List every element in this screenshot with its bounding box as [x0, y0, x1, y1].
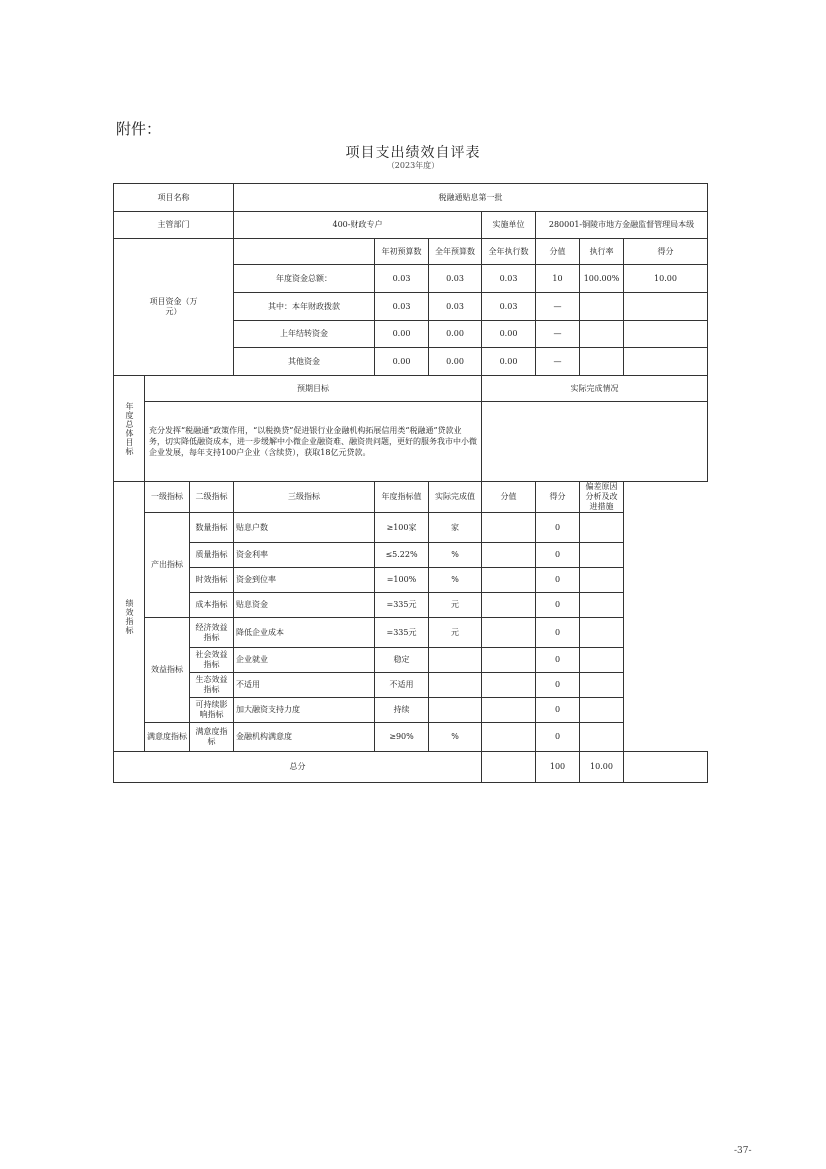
ind-header-reason: 偏差原因分析及改进措施	[580, 482, 624, 513]
funds-row-exec: 0.00	[482, 321, 536, 348]
ind-target: =335元	[375, 593, 429, 618]
funds-row-score-value: 10	[536, 265, 580, 293]
total-score: 10.00	[580, 752, 624, 783]
project-name-value: 税融通贴息第一批	[234, 184, 708, 212]
ind-target: ≥100家	[375, 513, 429, 543]
ind-level2: 生态效益指标	[190, 673, 234, 698]
ind-level3: 贴息资金	[234, 593, 375, 618]
funds-row-init: 0.00	[375, 348, 429, 376]
ind-score-value	[482, 723, 536, 752]
goals-expected-text: 充分发挥“税融通”政策作用，“以税换贷”促进银行业金融机构拓展信用类“税融通”贷款业务，切实降低融资成本，进一步缓解中小微企业融资难、融资贵问题，更好的服务我市中小微企业发展，每年支持100户企业（含续贷），获取18亿元贷款。	[145, 402, 482, 482]
ind-actual	[429, 673, 482, 698]
funds-row-annual: 0.03	[429, 265, 482, 293]
impl-value: 280001-铜陵市地方金融监督管理局本级	[536, 212, 708, 239]
ind-reason	[580, 568, 624, 593]
funds-row-score-value: —	[536, 321, 580, 348]
attachment-label: 附件：	[116, 120, 162, 138]
funds-row-name: 其中：本年财政拨款	[234, 293, 375, 321]
ind-target: 稳定	[375, 648, 429, 673]
ind-level3: 降低企业成本	[234, 618, 375, 648]
funds-row-score: 10.00	[624, 265, 708, 293]
ind-actual: %	[429, 543, 482, 568]
total-score-value: 100	[536, 752, 580, 783]
funds-row-rate	[580, 348, 624, 376]
ind-target: =335元	[375, 618, 429, 648]
ind-header-score-value: 分值	[482, 482, 536, 513]
ind-level3: 不适用	[234, 673, 375, 698]
funds-row-annual: 0.00	[429, 321, 482, 348]
funds-row-exec: 0.03	[482, 293, 536, 321]
ind-score-value	[482, 513, 536, 543]
funds-row-name: 其他资金	[234, 348, 375, 376]
total-actual	[482, 752, 536, 783]
ind-level1: 产出指标	[145, 513, 190, 618]
ind-score-value	[482, 648, 536, 673]
funds-row-rate	[580, 321, 624, 348]
project-name-label: 项目名称	[114, 184, 234, 212]
ind-score-value	[482, 618, 536, 648]
ind-reason	[580, 723, 624, 752]
ind-header-target: 年度指标值	[375, 482, 429, 513]
dept-label: 主管部门	[114, 212, 234, 239]
ind-score-value	[482, 673, 536, 698]
ind-level1: 效益指标	[145, 618, 190, 723]
ind-level1: 满意度指标	[145, 723, 190, 752]
funds-header-exec: 全年执行数	[482, 239, 536, 265]
ind-reason	[580, 698, 624, 723]
ind-score-value	[482, 543, 536, 568]
ind-level2: 可持续影响指标	[190, 698, 234, 723]
ind-actual: 元	[429, 618, 482, 648]
ind-header-level3: 三级指标	[234, 482, 375, 513]
funds-row-exec: 0.00	[482, 348, 536, 376]
page-number: -37-	[734, 1146, 752, 1156]
ind-level2: 成本指标	[190, 593, 234, 618]
funds-header-init: 年初预算数	[375, 239, 429, 265]
goals-side-label: 年度总体目标	[114, 376, 145, 482]
ind-target: ≥90%	[375, 723, 429, 752]
ind-level3: 资金利率	[234, 543, 375, 568]
goals-expected-header: 预期目标	[145, 376, 482, 402]
dept-value: 400-财政专户	[234, 212, 482, 239]
ind-score: 0	[536, 723, 580, 752]
evaluation-sheet	[113, 183, 708, 783]
funds-header-annual: 全年预算数	[429, 239, 482, 265]
funds-header-score-value: 分值	[536, 239, 580, 265]
ind-score-value	[482, 568, 536, 593]
ind-level3: 资金到位率	[234, 568, 375, 593]
funds-header-rate: 执行率	[580, 239, 624, 265]
ind-level3: 加大融资支持力度	[234, 698, 375, 723]
ind-header-actual: 实际完成值	[429, 482, 482, 513]
funds-row-score	[624, 321, 708, 348]
ind-score: 0	[536, 593, 580, 618]
ind-actual: %	[429, 723, 482, 752]
funds-row-score	[624, 293, 708, 321]
ind-score-value	[482, 698, 536, 723]
ind-level2: 满意度指标	[190, 723, 234, 752]
ind-level2: 社会效益指标	[190, 648, 234, 673]
impl-label: 实施单位	[482, 212, 536, 239]
ind-target: 不适用	[375, 673, 429, 698]
indicators-side-label: 绩效指标	[114, 482, 145, 752]
ind-reason	[580, 513, 624, 543]
ind-reason	[580, 648, 624, 673]
ind-level3: 企业就业	[234, 648, 375, 673]
ind-reason	[580, 618, 624, 648]
ind-score-value	[482, 593, 536, 618]
ind-level3: 金融机构满意度	[234, 723, 375, 752]
funds-header-blank	[234, 239, 375, 265]
ind-score: 0	[536, 568, 580, 593]
funds-header-score: 得分	[624, 239, 708, 265]
ind-level2: 时效指标	[190, 568, 234, 593]
goals-actual-text	[482, 402, 708, 482]
ind-score: 0	[536, 673, 580, 698]
funds-row-score	[624, 348, 708, 376]
ind-score: 0	[536, 648, 580, 673]
ind-score: 0	[536, 698, 580, 723]
funds-row-exec: 0.03	[482, 265, 536, 293]
total-reason	[624, 752, 708, 783]
funds-row-annual: 0.00	[429, 348, 482, 376]
total-label: 总分	[114, 752, 482, 783]
ind-score: 0	[536, 618, 580, 648]
evaluation-table	[113, 183, 708, 783]
ind-level2: 数量指标	[190, 513, 234, 543]
ind-header-level2: 二级指标	[190, 482, 234, 513]
funds-row-rate	[580, 293, 624, 321]
funds-row-name: 年度资金总额：	[234, 265, 375, 293]
ind-reason	[580, 543, 624, 568]
goals-actual-header: 实际完成情况	[482, 376, 708, 402]
funds-row-annual: 0.03	[429, 293, 482, 321]
ind-level2: 质量指标	[190, 543, 234, 568]
ind-score: 0	[536, 543, 580, 568]
ind-level2: 经济效益指标	[190, 618, 234, 648]
funds-row-init: 0.03	[375, 265, 429, 293]
ind-actual	[429, 648, 482, 673]
ind-actual	[429, 698, 482, 723]
ind-target: ≤5.22%	[375, 543, 429, 568]
funds-row-init: 0.03	[375, 293, 429, 321]
funds-row-init: 0.00	[375, 321, 429, 348]
ind-target: =100%	[375, 568, 429, 593]
funds-row-score-value: —	[536, 293, 580, 321]
ind-reason	[580, 673, 624, 698]
funds-row-rate: 100.00%	[580, 265, 624, 293]
ind-actual: 元	[429, 593, 482, 618]
ind-reason	[580, 593, 624, 618]
funds-row-name: 上年结转资金	[234, 321, 375, 348]
ind-header-score: 得分	[536, 482, 580, 513]
ind-target: 持续	[375, 698, 429, 723]
page-subtitle: （2023年度）	[386, 161, 440, 170]
ind-score: 0	[536, 513, 580, 543]
funds-label: 项目资金（万元）	[114, 239, 234, 376]
ind-actual: %	[429, 568, 482, 593]
ind-actual: 家	[429, 513, 482, 543]
ind-level3: 贴息户数	[234, 513, 375, 543]
funds-row-score-value: —	[536, 348, 580, 376]
page-title: 项目支出绩效自评表	[345, 145, 481, 161]
ind-header-level1: 一级指标	[145, 482, 190, 513]
